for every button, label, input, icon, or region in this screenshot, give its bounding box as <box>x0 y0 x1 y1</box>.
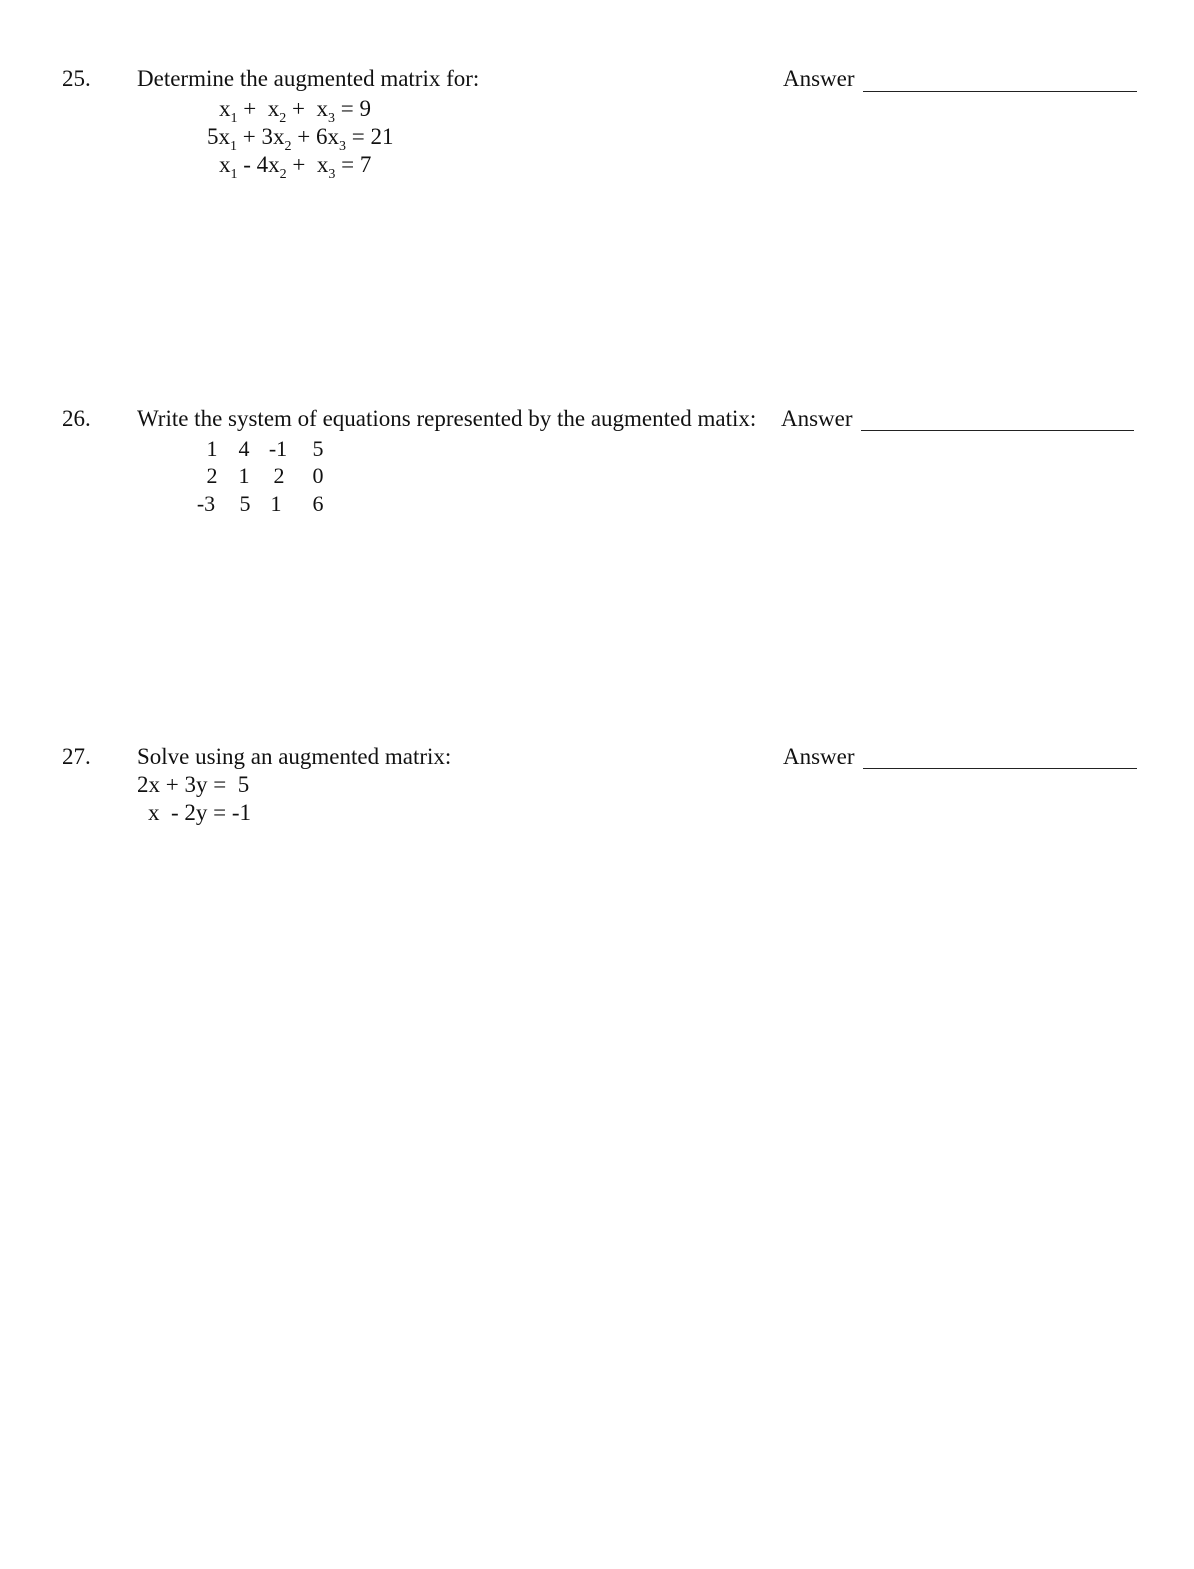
question-number: 26. <box>62 406 91 431</box>
question-prompt: Write the system of equations represented by the augmented matix: <box>137 406 757 431</box>
matrix-cell: -1 <box>268 436 288 461</box>
matrix-cell: 5 <box>239 491 251 516</box>
answer-blank[interactable] <box>861 430 1134 431</box>
answer-blank[interactable] <box>863 768 1137 769</box>
answer-label: Answer <box>783 66 855 91</box>
matrix-cell: 0 <box>312 463 324 488</box>
question-prompt: Determine the augmented matrix for: <box>137 66 480 91</box>
equation-line: x - 2y = -1 <box>148 800 252 825</box>
matrix-cell: -3 <box>196 491 216 516</box>
question-number: 25. <box>62 66 91 91</box>
matrix-cell: 1 <box>238 463 250 488</box>
matrix-cell: 6 <box>312 491 324 516</box>
matrix-cell: 4 <box>238 436 250 461</box>
answer-blank[interactable] <box>863 91 1137 92</box>
matrix-cell: 5 <box>312 436 324 461</box>
equation-line: $5x_1 + 3x_2 + 6x_3 = 21$ <box>207 124 394 154</box>
question-number: 27. <box>62 744 91 769</box>
equation-line: $x_1 - 4x_2 + x_3 = 7$ <box>219 152 372 182</box>
matrix-cell: 2 <box>206 463 218 488</box>
equation-line: 2x + 3y = 5 <box>137 772 250 797</box>
matrix-cell: 2 <box>273 463 285 488</box>
answer-label: Answer <box>781 406 853 431</box>
answer-label: Answer <box>783 744 855 769</box>
matrix-cell: 1 <box>206 436 218 461</box>
equation-line: $x_1 + x_2 + x_3 = 9$ <box>219 96 371 126</box>
question-prompt: Solve using an augmented matrix: <box>137 744 452 769</box>
matrix-cell: 1 <box>270 491 282 516</box>
